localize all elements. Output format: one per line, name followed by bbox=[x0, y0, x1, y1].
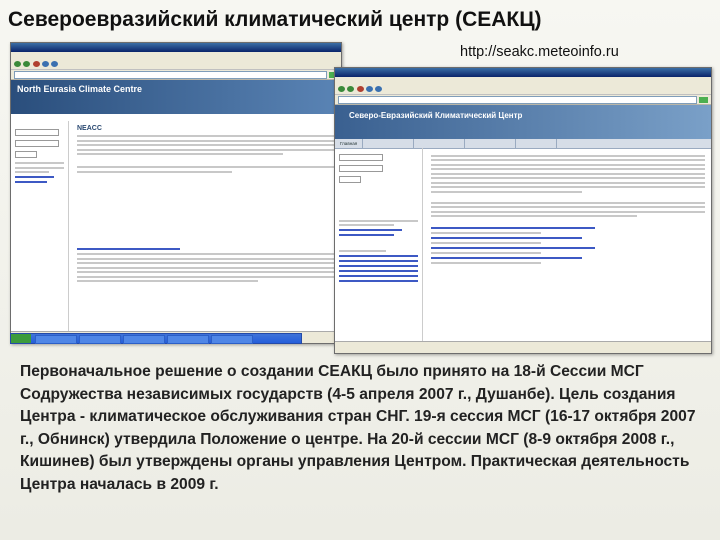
taskbar-item[interactable] bbox=[123, 335, 165, 344]
go-button[interactable] bbox=[699, 97, 708, 103]
login-sidebar bbox=[11, 121, 69, 331]
windows-taskbar[interactable] bbox=[10, 333, 302, 344]
browser-toolbar[interactable] bbox=[11, 59, 341, 70]
address-input[interactable] bbox=[338, 96, 697, 104]
password-field[interactable] bbox=[339, 165, 383, 172]
stop-icon[interactable] bbox=[33, 61, 40, 67]
start-button[interactable] bbox=[11, 334, 31, 343]
nav-item-home[interactable]: Главная bbox=[335, 139, 363, 148]
nav-item[interactable] bbox=[465, 139, 516, 148]
browser-window-english[interactable] bbox=[10, 42, 342, 344]
nav-item[interactable] bbox=[516, 139, 557, 148]
address-input[interactable] bbox=[14, 71, 327, 79]
login-sidebar bbox=[335, 148, 423, 341]
username-field[interactable] bbox=[339, 154, 383, 161]
taskbar-item[interactable] bbox=[211, 335, 253, 344]
back-icon[interactable] bbox=[338, 86, 345, 92]
refresh-icon[interactable] bbox=[366, 86, 373, 92]
home-icon[interactable] bbox=[375, 86, 382, 92]
content-heading: NEACC bbox=[77, 125, 102, 132]
site-url: http://seakc.meteoinfo.ru bbox=[460, 44, 619, 60]
slide-body-text: Первоначальное решение о создании СЕАКЦ было принято на 18-й Сессии МСГ Содружества независимых государств (4-5 апреля 2007 г., Душанбе). Цель создания Центра - климатическое обслуживания стран СНГ. 19-я сессия МСГ (16-17 октября 2007 г., Обнинск) утвердила Положение о центре. На 20-й сессии МСГ (8-9 октября 2008 г., Кишинев) был утверждены органы управления Центром. Практическая деятельность Центра началась в 2009 г. bbox=[20, 363, 696, 493]
browser-toolbar[interactable] bbox=[335, 84, 711, 95]
back-icon[interactable] bbox=[14, 61, 21, 67]
forward-icon[interactable] bbox=[23, 61, 30, 67]
address-bar[interactable] bbox=[11, 70, 341, 80]
window-titlebar[interactable] bbox=[11, 43, 341, 52]
forward-icon[interactable] bbox=[347, 86, 354, 92]
nav-item[interactable] bbox=[363, 139, 414, 148]
site-header: North Eurasia Climate Centre bbox=[11, 80, 341, 114]
browser-window-russian[interactable] bbox=[334, 67, 712, 354]
username-field[interactable] bbox=[15, 129, 59, 136]
login-button[interactable] bbox=[15, 151, 37, 158]
nav-item[interactable] bbox=[414, 139, 465, 148]
refresh-icon[interactable] bbox=[42, 61, 49, 67]
slide-title: Североевразийский климатический центр (СЕАКЦ) bbox=[8, 8, 542, 31]
menu-bar[interactable] bbox=[11, 52, 341, 59]
menu-bar[interactable] bbox=[335, 77, 711, 84]
address-bar[interactable] bbox=[335, 95, 711, 105]
stop-icon[interactable] bbox=[357, 86, 364, 92]
status-bar bbox=[335, 341, 711, 353]
main-content bbox=[71, 121, 341, 331]
taskbar-item[interactable] bbox=[35, 335, 77, 344]
login-button[interactable] bbox=[339, 176, 361, 183]
site-header: Северо-Евразийский Климатический Центр bbox=[335, 105, 711, 139]
home-icon[interactable] bbox=[51, 61, 58, 67]
taskbar-item[interactable] bbox=[79, 335, 121, 344]
password-field[interactable] bbox=[15, 140, 59, 147]
main-content bbox=[425, 148, 711, 341]
taskbar-item[interactable] bbox=[167, 335, 209, 344]
window-titlebar[interactable] bbox=[335, 68, 711, 77]
